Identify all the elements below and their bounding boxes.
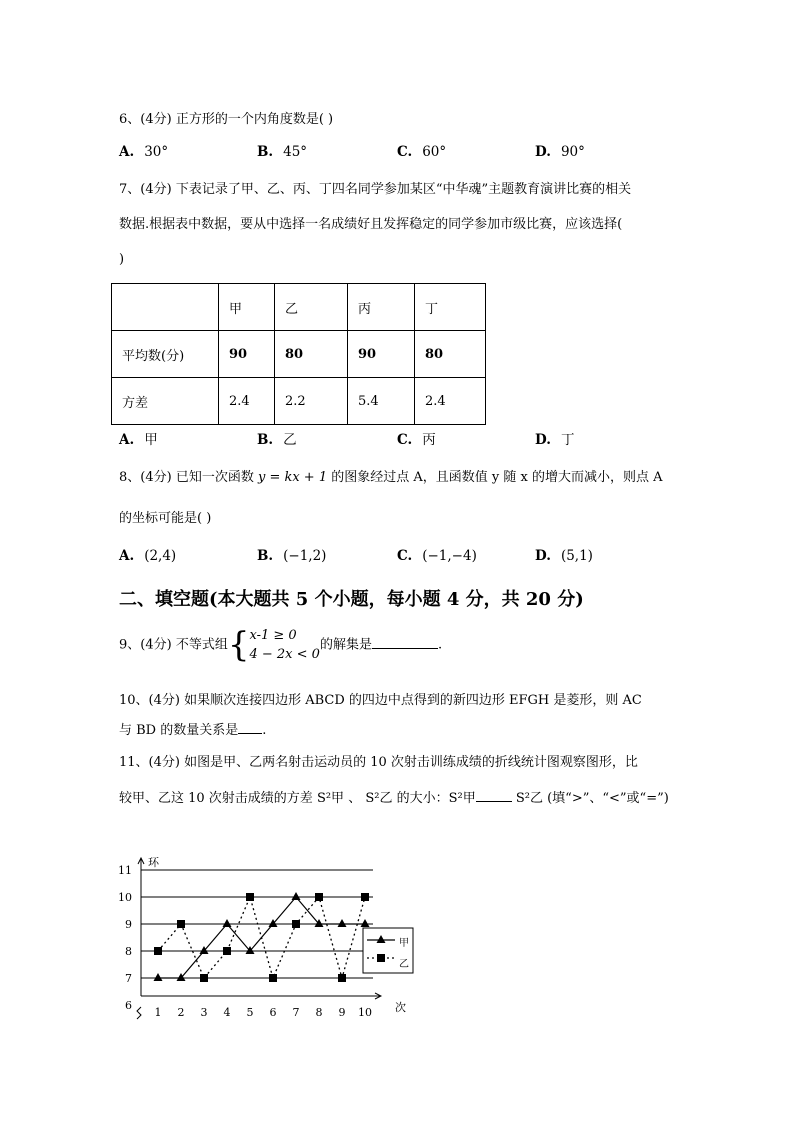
x-tick-label: 10	[358, 1006, 372, 1019]
option-text: 45°	[283, 144, 308, 160]
axis-break	[137, 1007, 141, 1019]
option-letter: B.	[257, 548, 274, 564]
option-letter: B.	[257, 432, 274, 448]
q6-option-a[interactable]	[119, 144, 168, 160]
q7-option-a[interactable]	[119, 428, 158, 448]
x-tick-label: 5	[246, 1006, 254, 1019]
answer-blank[interactable]	[238, 733, 262, 734]
option-letter: A.	[119, 548, 135, 564]
q6-option-b[interactable]	[257, 144, 307, 160]
data-point-square	[315, 893, 323, 901]
q7-option-b[interactable]	[257, 428, 297, 448]
q11-line2	[119, 787, 669, 806]
table-header: 甲	[219, 284, 275, 331]
x-tick-label: 4	[223, 1006, 231, 1019]
q8-option-a[interactable]	[119, 548, 176, 564]
data-point-square	[338, 974, 346, 982]
y-tick-label: 11	[118, 864, 132, 877]
option-letter: D.	[535, 144, 551, 160]
q7-data-table	[111, 283, 486, 425]
q9-text: 的解集是	[319, 637, 372, 653]
data-point-square	[269, 974, 277, 982]
brace-glyph: {	[227, 625, 250, 665]
table-cell: 2.4	[219, 378, 275, 425]
data-point-triangle	[292, 892, 301, 900]
q7-line1: 7、(4分) 下表记录了甲、乙、丙、丁四名同学参加某区“中华魂”主题教育演讲比赛的相关	[119, 182, 632, 197]
option-letter: D.	[535, 548, 551, 564]
q6-option-c[interactable]	[397, 144, 446, 160]
q8-option-c[interactable]	[397, 548, 477, 564]
table-cell: 2.2	[275, 378, 348, 425]
option-text: 丙	[422, 432, 436, 448]
data-point-square	[200, 974, 208, 982]
legend-label-yi: 乙	[399, 959, 409, 970]
option-letter: D.	[535, 432, 551, 448]
table-header: 丁	[415, 284, 486, 331]
answer-blank[interactable]	[476, 801, 512, 802]
option-text: (2,4)	[144, 548, 177, 564]
option-text: 60°	[422, 144, 447, 160]
q7-option-d[interactable]	[535, 428, 574, 448]
y-axis-label: 环	[148, 856, 159, 869]
q7-option-c[interactable]	[397, 428, 436, 448]
answer-blank[interactable]	[372, 648, 438, 649]
option-letter: C.	[397, 432, 413, 448]
x-tick-label: 7	[292, 1006, 300, 1019]
q11-text: S²乙	[515, 791, 543, 806]
table-row	[112, 378, 486, 425]
q8-line1	[119, 466, 663, 485]
q7-line2: 数据.根据表中数据，要从中选择一名成绩好且发挥稳定的同学参加市级比赛，应该选择(	[119, 217, 623, 232]
option-text: 甲	[144, 432, 158, 448]
line-chart	[105, 818, 425, 1023]
y-tick-label: 6	[125, 999, 132, 1012]
x-tick-label: 9	[338, 1006, 346, 1019]
q10-text: .	[262, 723, 267, 738]
x-tick-label: 3	[200, 1006, 208, 1019]
x-tick-label: 6	[269, 1006, 277, 1019]
x-tick-label: 8	[315, 1006, 323, 1019]
data-point-square	[361, 893, 369, 901]
y-tick-label: 7	[125, 972, 132, 985]
data-point-square	[154, 947, 162, 955]
inequality-system	[249, 626, 319, 664]
table-cell: 5.4	[348, 378, 415, 425]
option-text: (−1,−4)	[422, 548, 477, 564]
q6-option-d[interactable]	[535, 144, 585, 160]
option-text: 丁	[560, 432, 575, 448]
x-tick-label: 2	[177, 1006, 185, 1019]
inequality-1: x-1 ≥ 0	[249, 628, 297, 643]
data-point-square	[246, 893, 254, 901]
option-text: (5,1)	[560, 548, 593, 564]
y-tick-label: 10	[118, 891, 132, 904]
option-text: (−1,2)	[283, 548, 327, 564]
q10-line1: 10、(4分) 如果顺次连接四边形 ABCD 的四边中点得到的新四边形 EFGH 是菱形，则 AC	[119, 693, 642, 708]
option-letter: B.	[257, 144, 274, 160]
q9-text: .	[437, 637, 443, 653]
data-point-triangle	[361, 919, 370, 927]
y-tick-label: 9	[125, 918, 132, 931]
q10-text: 与 BD 的数量关系是	[119, 723, 239, 738]
data-point-triangle	[154, 973, 163, 981]
table-row	[112, 284, 486, 331]
option-text: 90°	[560, 144, 585, 160]
option-text: 乙	[283, 432, 297, 448]
table-row-label: 方差	[112, 378, 219, 425]
q8-option-b[interactable]	[257, 548, 326, 564]
table-cell: 2.4	[415, 378, 486, 425]
data-point-triangle	[338, 919, 347, 927]
section-title: 二、填空题(本大题共 5 个小题，每小题 4 分，共 20 分)	[119, 589, 584, 610]
legend-label-jia: 甲	[399, 938, 409, 949]
table-header: 乙	[275, 284, 348, 331]
option-letter: A.	[119, 432, 135, 448]
option-letter: C.	[397, 548, 413, 564]
option-letter: C.	[397, 144, 413, 160]
q8-text: 的图象经过点 A，且函数值 y 随 x 的增大而减小，则点 A	[331, 470, 663, 485]
q11-text: 较甲、乙这 10 次射击成绩的方差 S²甲 、 S²乙 的大小：S²甲	[119, 791, 476, 806]
x-tick-label: 1	[154, 1006, 162, 1019]
legend-marker-square	[377, 954, 385, 962]
series-line-yi	[158, 897, 365, 978]
q6-stem: 6、(4分) 正方形的一个内角度数是( )	[119, 112, 334, 127]
x-axis-label: 次	[395, 1001, 406, 1014]
data-point-square	[177, 920, 185, 928]
option-text: 30°	[144, 144, 169, 160]
table-row-label: 平均数(分)	[112, 331, 219, 378]
table-cell: 80	[275, 331, 348, 378]
q7-line3: )	[119, 252, 125, 267]
data-point-triangle	[223, 919, 232, 927]
table-header: 丙	[348, 284, 415, 331]
inequality-2: 4 − 2x < 0	[249, 647, 320, 662]
q10-line2	[119, 719, 266, 738]
table-row	[112, 331, 486, 378]
q9-text: 9、(4分) 不等式组	[119, 637, 228, 653]
option-letter: A.	[119, 144, 135, 160]
table-cell	[112, 284, 219, 331]
table-cell: 90	[219, 331, 275, 378]
table-cell: 90	[348, 331, 415, 378]
q11-line1: 11、(4分) 如图是甲、乙两名射击运动员的 10 次射击训练成绩的折线统计图观察图形，比	[119, 755, 638, 770]
q8-formula: y = kx + 1	[257, 470, 328, 485]
data-point-square	[223, 947, 231, 955]
data-point-square	[292, 920, 300, 928]
y-tick-label: 8	[125, 945, 132, 958]
q11-text: (填“>”、“<”或“=”)	[547, 791, 669, 806]
q8-line2: 的坐标可能是( )	[119, 511, 212, 526]
q8-text: 8、(4分) 已知一次函数	[119, 470, 254, 485]
q8-option-d[interactable]	[535, 548, 593, 564]
table-cell: 80	[415, 331, 486, 378]
q9-line	[119, 626, 442, 664]
